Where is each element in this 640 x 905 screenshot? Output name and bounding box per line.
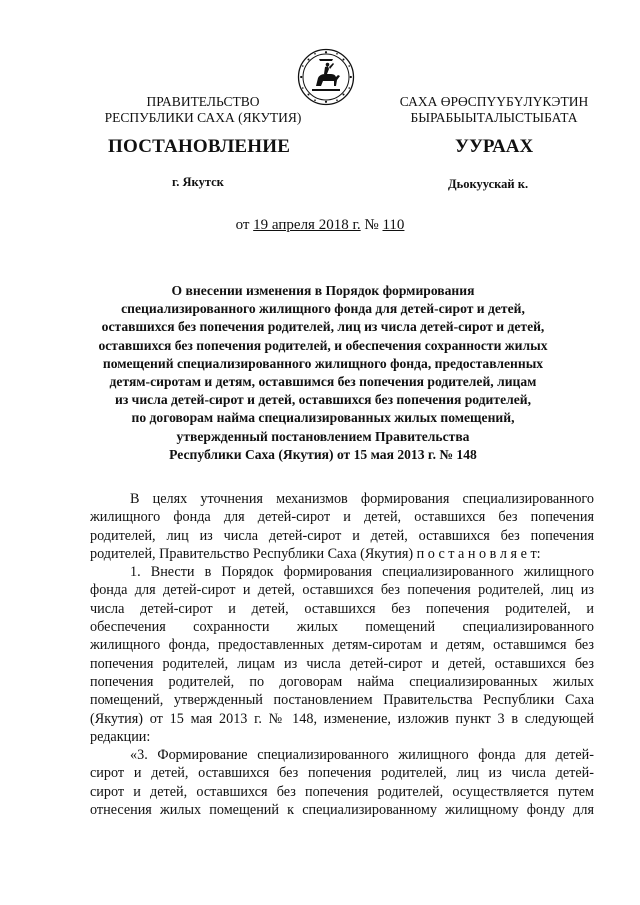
body-line: отнесения жилых помещений к специализированному жилищному фонду для <box>90 802 594 819</box>
body-line: фонда для детей-сирот и детей, оставшихся без попечения родителей, лиц из <box>90 582 594 599</box>
body-line: жилищного фонда, предоставленных детям-сиротам и детям, оставшимся без <box>90 637 594 654</box>
body-line: обеспечения сохранности жилых помещений специализированного <box>90 619 594 636</box>
government-name-line-1: ПРАВИТЕЛЬСТВО <box>146 94 260 109</box>
government-name-line-2: РЕСПУБЛИКИ САХА (ЯКУТИЯ) <box>104 110 302 125</box>
body-line: родителей, Правительство Республики Саха (Якутия) п о с т а н о в л я е т: <box>90 545 541 562</box>
date-prefix: от <box>235 217 254 233</box>
body-line: «3. Формирование специализированного жилищного фонда для детей- <box>130 747 594 764</box>
body-line: помещений, утвержденный постановлением Правительства Республики Саха <box>90 692 594 709</box>
title-line: специализированного жилищного фонда для детей-сирот и детей, <box>121 301 525 317</box>
government-name-yakut-line-2: БЫРАБЫЫТАЛЫСТЫБАТА <box>410 110 578 125</box>
body-line: редакции: <box>90 728 151 745</box>
document-number: 110 <box>382 217 405 233</box>
title-line: помещений специализированного жилищного фонда, предоставленных <box>102 355 544 371</box>
body-line: 1. Внести в Порядок формирования специализированного жилищного <box>130 564 594 581</box>
title-line: детям-сиротам и детям, оставшимся без попечения родителей, лицам <box>109 374 537 390</box>
document-title <box>60 282 586 464</box>
body-line: В целях уточнения механизмов формирования специализированного <box>130 491 594 507</box>
body-line: попечения родителей, по договорам найма специализированных жилых <box>90 673 594 690</box>
title-line: оставшихся без попечения родителей, лиц из числа детей-сирот и детей, <box>101 319 545 335</box>
title-line: из числа детей-сирот и детей, оставшихся без попечения родителей, <box>114 392 531 408</box>
body-line: числа детей-сирот и детей, оставшихся без попечения родителей, и <box>90 600 594 617</box>
header-right-block <box>376 94 612 126</box>
body-line: сирот и детей, оставшихся без попечения родителей, лиц из числа детей- <box>90 765 594 782</box>
title-line: по договорам найма специализированных жилых помещений, <box>131 410 515 426</box>
body-line: родителей, лиц из числа детей-сирот и детей, оставшихся без попечения <box>90 527 594 544</box>
body-line: (Якутия) от 15 мая 2013 г. № 148, изменение, изложив пункт 3 в следующей <box>90 710 594 727</box>
document-type-russian: ПОСТАНОВЛЕНИЕ <box>108 136 291 157</box>
city-yakut: Дьокуускай к. <box>448 177 529 191</box>
title-line: утвержденный постановлением Правительства <box>176 428 470 444</box>
government-name-yakut-line-1: САХА ӨРӨСПҮҮБҮЛҮКЭТИН <box>399 94 589 109</box>
city-russian: г. Якутск <box>172 175 224 189</box>
title-line: оставшихся без попечения родителей, и обеспечения сохранности жилых <box>98 337 548 353</box>
number-sign: № <box>360 217 383 233</box>
body-line: жилищного фонда для детей-сирот и детей, оставшихся без попечения <box>90 509 594 526</box>
title-line: Республики Саха (Якутия) от 15 мая 2013 г. № 148 <box>169 446 477 462</box>
title-line: О внесении изменения в Порядок формирования <box>171 283 475 298</box>
date-number-line <box>0 216 640 234</box>
header-left-block <box>88 94 318 126</box>
body-line: сирот и детей, оставшихся без попечения родителей, осуществляется путем <box>90 783 594 800</box>
document-type-yakut: УУРААХ <box>455 136 534 157</box>
document-date: 19 апреля 2018 г. <box>253 217 361 233</box>
document-body <box>90 490 594 819</box>
body-line: попечения родителей, лицам из числа детей-сирот и детей, оставшихся без <box>90 655 594 672</box>
